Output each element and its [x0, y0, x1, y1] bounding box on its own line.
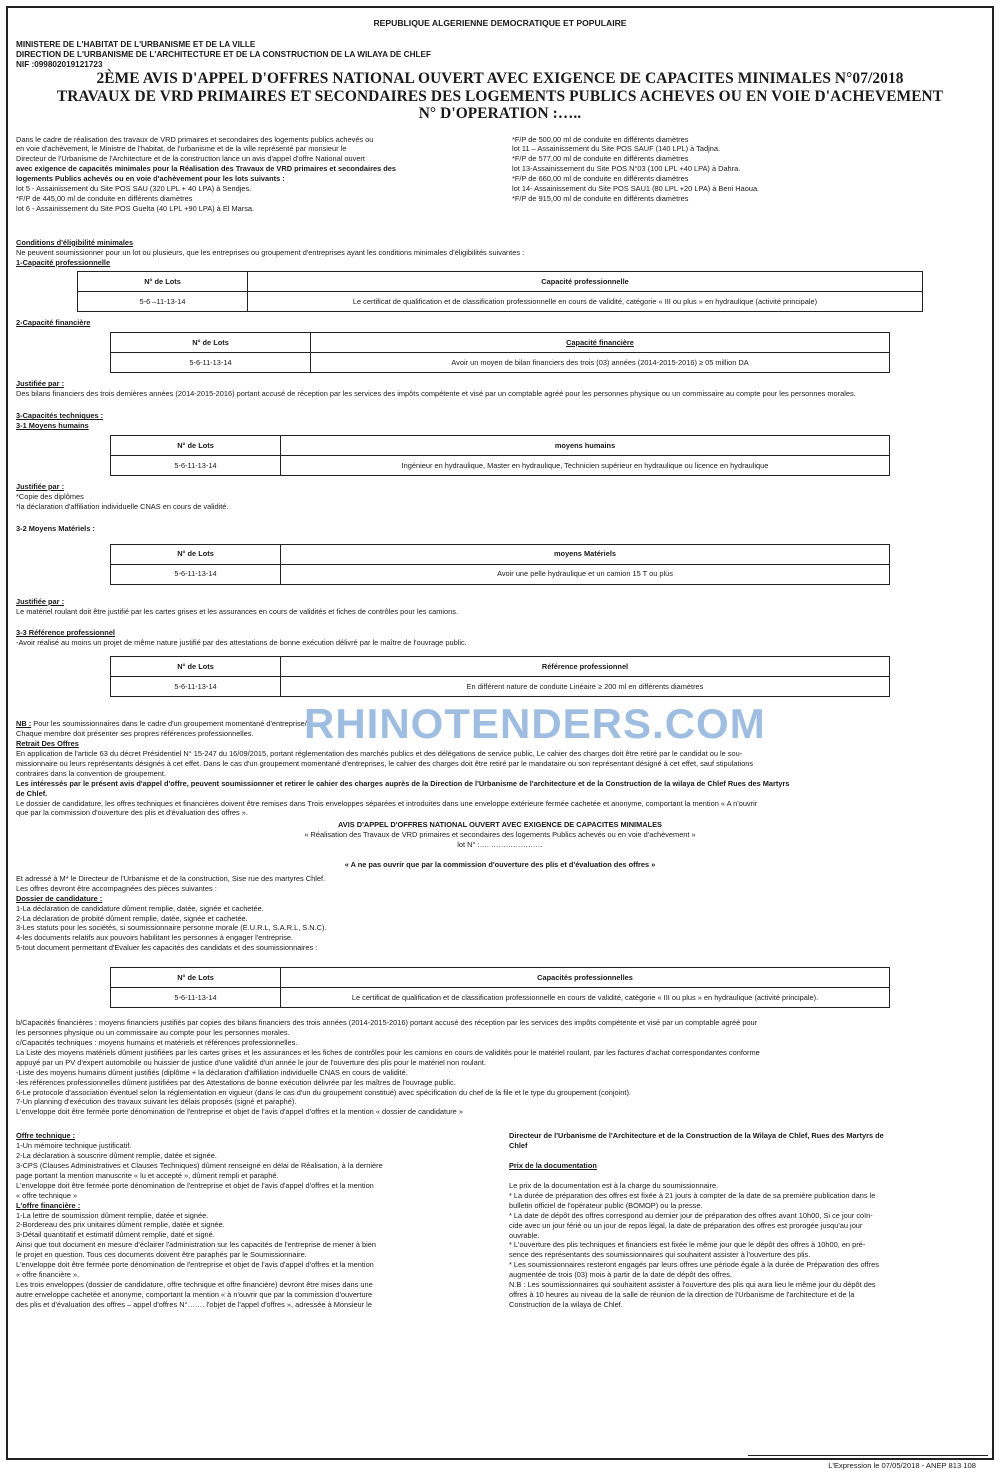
candidature-detail-line: 6-Le protocole d'association éventuel selon la réglementation en vigueur (dans le cas d'un du groupement constitué) avec spécification du chef de la file et le type du groupement (conjoint). [16, 1087, 631, 1097]
table-header-cell: moyens humains [281, 436, 890, 456]
financial-offer-line: Les trois enveloppes (dossier de candidature, offre technique et offre financière) devront être mises dans une [16, 1279, 373, 1289]
table-header-cell: Capacité financière [311, 333, 890, 353]
technical-offer-heading: Offre technique : [16, 1131, 76, 1141]
documentation-line: * La durée de préparation des offres est fixée à 21 jours à compter de la date de sa première publication dans le [509, 1190, 876, 1200]
table-header-cell: N° de Lots [78, 272, 248, 292]
candidature-item: 5-tout document permettant d'Evaluer les capacités des candidats et des soumissionnaires : [16, 943, 318, 953]
documentation-line: Le prix de la documentation est à la charge du soumissionnaire. [509, 1180, 719, 1190]
technical-offer-line: 2-La déclaration à souscrire dûment remplie, datée et signée. [16, 1151, 217, 1161]
publication-footer: L'Expression le 07/05/2018 - ANEP 813 108 [828, 1461, 976, 1470]
justification-heading: Justifiée par : [16, 596, 65, 606]
financial-offer-line: des plis et d'évaluation des offres – appel d'offres N°……. l'objet de l'appel d'offres », adressée à Monsieur le [16, 1299, 372, 1309]
professional-reference-text: -Avoir réalisé au moins un projet de même nature justifié par des attestations de bonne exécution délivré par le maître de l'ouvrage public. [16, 638, 467, 648]
table-cell: Le certificat de qualification et de classification professionnelle en cours de validité, catégorie « III ou plus » en hydraulique (activité principale) [248, 292, 923, 312]
title-line-3: N° D'OPERATION :….. [418, 105, 582, 122]
table-header-cell: N° de Lots [111, 333, 311, 353]
financial-offer-line: 3-Détail quantitatif et estimatif dûment remplie, daté et signé. [16, 1230, 215, 1240]
table-row [111, 988, 890, 1008]
human-means-table [110, 435, 890, 476]
table-header-row [78, 272, 923, 292]
documentation-line: sence des représentants des soumissionnaires qui souhaitent assister à l'ouverture des plis. [509, 1250, 811, 1260]
nb-label: NB : [16, 719, 32, 729]
documentation-line: * Les soumissionnaires resteront engagés par leurs offres une période égale à la durée de Préparation des offres [509, 1260, 879, 1270]
envelope-title: AVIS D'APPEL D'OFFRES NATIONAL OUVERT AVEC EXIGENCE DE CAPACITES MINIMALES [338, 820, 662, 830]
lot-line: *F/P de 915,00 ml de conduite en différents diamètres [512, 193, 689, 203]
table-header-row [111, 544, 890, 564]
republic-heading: REPUBLIQUE ALGERIENNE DEMOCRATIQUE ET POPULAIRE [373, 18, 627, 28]
nb-line: Chaque membre doit présenter ses propres références professionnelles. [16, 729, 254, 739]
table-row [78, 292, 923, 312]
table-cell: En différent nature de conduite Linéaire ≥ 200 ml en différents diamètres [281, 677, 890, 697]
candidature-item: 2-La déclaration de probité dûment remplie, datée, signée et cachetée. [16, 913, 248, 923]
lot-line: *F/P de 445,00 ml de conduite en différents diamètres [16, 193, 193, 203]
documentation-line: * L'ouverture des plis techniques et financiers est fixée le même jour que le dépôt des offres à 10h00, en pré- [509, 1240, 866, 1250]
table-header-row [111, 968, 890, 988]
table-row [111, 564, 890, 584]
technical-offer-line: « offre technique » [16, 1190, 78, 1200]
financial-offer-line: le projet en question. Tous ces documents doivent être paraphés par le Soumissionnaire. [16, 1250, 307, 1260]
lot-line: *F/P de 500,00 ml de conduite en différents diamètres [512, 134, 689, 144]
justification-heading: Justifiée par : [16, 379, 65, 389]
table-cell: 5-6-11-13-14 [111, 353, 311, 373]
table-cell: 5-6-11-13-14 [111, 564, 281, 584]
candidature-capacity-table [110, 967, 890, 1008]
envelope-mention: « A ne pas ouvrir que par la commission d'ouverture des plis et d'évaluation des offres » [344, 860, 656, 870]
lot-line: *F/P de 660,00 ml de conduite en différents diamètres [512, 174, 689, 184]
offers-columns [16, 1131, 984, 1310]
notice-title [16, 70, 984, 123]
intro-right [512, 135, 984, 214]
candidature-detail-line: 7-Un planning d'exécution des travaux suivant les délais proposés (signé et paraphé). [16, 1097, 297, 1107]
table-header-row [111, 657, 890, 677]
documentation-line: augmentée de trois (03) mois à partir de la date de dépôt des offres. [509, 1270, 732, 1280]
financial-offer-line: autre enveloppe cachetée et anonyme, comportant la mention « à n'ouvrir que par la commission d'ouverture [16, 1289, 373, 1299]
technical-capacity-heading: 3-Capacités techniques : [16, 411, 104, 421]
candidature-line: Les offres devront être accompagnées des pièces suivantes : [16, 883, 217, 893]
documentation-price-heading: Prix de la documentation [509, 1161, 597, 1171]
financial-offer-line: L'enveloppe doit être fermée porte dénomination de l'entreprise et objet de l'avis d'appel d'offres et la mention [16, 1260, 374, 1270]
justification-line: *la déclaration d'affiliation individuelle CNAS en cours de validité. [16, 501, 229, 511]
table-header-cell: N° de Lots [111, 657, 281, 677]
offers-right [509, 1131, 984, 1310]
professional-capacity-heading: 1-Capacité professionnelle [16, 257, 111, 267]
justification-heading: Justifiée par : [16, 482, 65, 491]
table-row [111, 456, 890, 476]
table-cell: Avoir un moyen de bilan financiers des trois (03) années (2014-2015-2016) ≥ 05 million DA [311, 353, 890, 373]
intro-line: avec exigence de capacités minimales pour la Réalisation des Travaux de VRD primaires et secondaires des [16, 164, 396, 174]
documentation-line: offres à 10 heures au niveau de la salle de réunion de la direction de l'Urbanisme de l'architecture et de la [509, 1289, 855, 1299]
conditions-intro: Ne peuvent soumissionner pour un lot ou plusieurs, que les entreprises ou groupement d'entreprises ayant les conditions minimales d'éligibilités suivantes : [16, 247, 525, 257]
table-row [111, 677, 890, 697]
table-header-cell: N° de Lots [111, 436, 281, 456]
candidature-item: 1-La déclaration de candidature dûment remplie, datée, signée et cachetée. [16, 903, 264, 913]
envelope-header [16, 820, 984, 850]
justification-text: Des bilans financiers des trois dernières années (2014-2015-2016) portant accusé de réception par les services des impôts compétente et visé par un comptable agréé pour les personnes physique ou un commissaire au compte pour les personnes morales. [16, 389, 856, 399]
documentation-line: Construction de la wilaya de Chlef. [509, 1299, 623, 1309]
withdrawal-line: Les intéressés par le présent avis d'appel d'offre, peuvent soumissionner et retirer le cahier des charges auprès de la Direction de l'Urbanisme de l'architecture et de la Construction de la wilaya de Chlef Rues des Martyrs [16, 778, 790, 788]
professional-reference-heading: 3-3 Référence professionnel [16, 628, 115, 638]
technical-offer-line: L'enveloppe doit être fermée porte dénomination de l'entreprise et objet de l'avis d'appel d'offres et la mention [16, 1180, 374, 1190]
direction-line: DIRECTION DE L'URBANISME DE L'ARCHITECTURE ET DE LA CONSTRUCTION DE LA WILAYA DE CHLEF [16, 50, 431, 59]
lot-line: lot 13-Assainissement du Site POS N°03 (100 LPL +40 LPA) à Dahra. [512, 164, 741, 174]
candidature-detail-line: L'enveloppe doit être fermée porte dénomination de l'entreprise et objet de l'avis d'appel d'offres et la mention « dossier de candidature » [16, 1107, 463, 1117]
financial-offer-line: 1-La lettre de soumission dûment remplie, datée et signée. [16, 1210, 209, 1220]
intro-line: en voie d'achèvement, le Ministre de l'habitat, de l'urbanisme et de la ville représenté par monsieur le [16, 144, 347, 154]
table-header-row [111, 333, 890, 353]
candidature-detail-line: appuyé par un PV d'expert automobile ou huissier de justice d'une validité d'un année le jour de l'ouverture des plis pour le matériel non roulant. [16, 1057, 486, 1067]
candidature-details [16, 1018, 984, 1117]
withdrawal-line: missionnaire ou leurs représentants désignés à cet effet. Dans le cas d'un groupement momentané d'entreprises, le cahier des charges doit être retiré par le mandataire ou son représentant désigné à cet effet, sauf stipulations [16, 758, 754, 768]
documentation-line: ouvrable. [509, 1230, 540, 1240]
table-cell: 5-6-11-13-14 [111, 456, 281, 476]
financial-offer-heading: L'offre financière : [16, 1200, 81, 1210]
withdrawal-line: de Chlef. [16, 788, 48, 798]
candidature-detail-line: c/Capacités techniques : moyens humains et matériels et références professionnelles. [16, 1038, 298, 1047]
professional-capacity-table [77, 271, 923, 312]
withdrawal-line: En application de l'article 63 du décret Présidentiel N° 15-247 du 16/09/2015, portant réglementation des marchés publics et des délégations de service public, Le cahier des charges doit être retiré par le candidat ou le sou- [16, 748, 743, 758]
candidature-item: 4-les documents relatifs aux pouvoirs habilitant les personnes à engager l'entreprise. [16, 933, 294, 943]
table-header-cell: N° de Lots [111, 544, 281, 564]
table-header-cell: Référence professionnel [281, 657, 890, 677]
technical-offer-line: 1-Un mémoire technique justificatif. [16, 1141, 132, 1151]
financial-capacity-heading: 2-Capacité financière [16, 318, 91, 328]
table-cell: 5-6 –11-13-14 [78, 292, 248, 312]
table-cell: Ingénieur en hydraulique, Master en hydraulique, Technicien supérieur en hydraulique ou licence en hydraulique [281, 456, 890, 476]
human-means-heading: 3-1 Moyens humains [16, 421, 89, 431]
intro-line: Dans le cadre de réalisation des travaux de VRD primaires et secondaires des logements publics achevés ou [16, 134, 374, 144]
watermark: RHINOTENDERS.COM [304, 700, 766, 747]
intro-line: logements Publics achevés ou en voie d'achèvement pour les lots suivants : [16, 174, 285, 184]
candidature-detail-line: -les références professionnelles dûment justifiées par des Attestations de bonne exécution délivrée par les maîtres de l'ouvrage public. [16, 1077, 456, 1087]
documentation-line: bulletin officiel de l'opérateur public (BOMOP) ou la presse. [509, 1200, 703, 1210]
withdrawal-line: que par la commission d'ouverture des plis et d'évaluation des offres ». [16, 808, 248, 818]
financial-offer-line: « offre financière ». [16, 1269, 80, 1279]
lot-line: lot 5 - Assainissement du Site POS SAU (320 LPL + 40 LPA) à Sendjes. [16, 184, 252, 194]
table-header-cell: N° de Lots [111, 968, 281, 988]
lot-line: lot 14- Assainissement du Site POS SAU1 (80 LPL +20 LPA) à Beni Haoua. [512, 184, 760, 194]
table-cell: Le certificat de qualification et de classification professionnelle en cours de validité, catégorie « III ou plus » en hydraulique (activité principale). [281, 988, 890, 1008]
ministry-block [16, 40, 984, 70]
financial-offer-line: 2-Bordereau des prix unitaires dûment remplie, datée et signée. [16, 1220, 225, 1230]
technical-offer-line: 3-CPS (Clauses Administratives et Clauses Techniques) dûment renseigné en délai de Réalisation, à la dernière [16, 1160, 383, 1170]
table-header-cell: moyens Matériels [281, 544, 890, 564]
material-means-table [110, 544, 890, 585]
conditions-heading: Conditions d'éligibilité minimales [16, 237, 134, 247]
candidature-item: 3-Les statuts pour les sociétés, si soumissionnaire personne morale (E.U.R.L, S.A.R.L, S.N.C). [16, 923, 327, 933]
table-cell: 5-6-11-13-14 [111, 677, 281, 697]
candidature-detail-line: La Liste des moyens matériels dûment justifiées par les cartes grises et les assurances et les fiches de contrôles pour les camions en cours de validités pour le matériel roulant, par les factures d'achat correspondantes conforme [16, 1047, 760, 1057]
title-line-2: TRAVAUX DE VRD PRIMAIRES ET SECONDAIRES DES LOGEMENTS PUBLICS ACHEVES OU EN VOIE D'ACHEVEMENT [56, 87, 944, 105]
table-cell: Avoir une pelle hydraulique et un camion 15 T ou plus [281, 564, 890, 584]
documentation-line: cide avec un jour férié ou un jour de repos légal, la date de préparation des offres est prorogée jusqu'au jour [509, 1220, 863, 1230]
intro-left [16, 135, 488, 214]
withdrawal-line: contraires dans la convention de groupement. [16, 768, 166, 778]
professional-reference-table [110, 656, 890, 697]
financial-capacity-table [110, 332, 890, 373]
candidature-detail-line: -Liste des moyens humains dûment justifiés (diplôme + la déclaration d'affiliation individuelle CNAS en cours de validité. [16, 1067, 408, 1077]
candidature-detail-line: b/Capacités financières : moyens financiers justifiés par copies des bilans financiers des trois années (2014-2015-2016) portant accusé des réception par les services des impôts compétente et visé par un comptable agréé pour [16, 1018, 758, 1028]
offers-left [16, 1131, 491, 1310]
address-line: Directeur de l'Urbanisme de l'Architecture et de la Construction de la Wilaya de Chlef, Rues des Martyrs de [509, 1131, 884, 1141]
withdrawal-line: Le dossier de candidature, les offres techniques et financières doivent être remises dans Trois enveloppes séparées et introduites dans une enveloppe extérieure fermée cachetée et anonyme, comportant la mention « A n'ouvrir [16, 798, 758, 808]
table-cell: 5-6-11-13-14 [111, 988, 281, 1008]
conditions-section [16, 238, 984, 698]
material-means-heading: 3-2 Moyens Matériels : [16, 523, 95, 533]
table-header-cell: Capacités professionnelles [281, 968, 890, 988]
justification-text: Le matériel roulant doit être justifié par les cartes grises et les assurances en cours de validités et fiches de contrôles pour les camions. [16, 606, 459, 616]
table-header-cell: Capacité professionnelle [248, 272, 923, 292]
candidature-section [16, 874, 984, 1117]
candidature-line: Et adressé à M* le Directeur de l'Urbanisme et de la construction, Sise rue des martyres Chlef. [16, 873, 326, 883]
intro-columns [16, 135, 984, 214]
justification-line: *Copie des diplômes [16, 491, 84, 501]
lot-line: lot 11 – Assainissement du Site POS SAUF (140 LPL) à Tadjna. [512, 144, 721, 154]
address-line: Chlef [509, 1141, 528, 1151]
nb-text: Pour les soumissionnaires dans le cadre d'un groupement momentané d'entreprise/ [33, 719, 307, 729]
financial-offer-line: Ainsi que tout document en mesure d'éclairer l'administration sur les capacités de l'entreprise de mener à bien [16, 1240, 376, 1250]
nif-line: NIF :099802019121723 [16, 60, 103, 69]
candidature-detail-line: les personnes physique ou un commissaire au compte pour les personnes morales. [16, 1028, 290, 1038]
lot-line: *F/P de 577,00 ml de conduite en différents diamètres [512, 154, 689, 164]
withdrawal-heading: Retrait Des Offres [16, 739, 79, 749]
ministry-line: MINISTERE DE L'HABITAT DE L'URBANISME ET DE LA VILLE [16, 40, 256, 49]
intro-line: Directeur de l'Urbanisme de l'Architecture et de la construction lance un avis d'appel d'offre National ouvert [16, 154, 365, 164]
footer-divider [748, 1455, 988, 1456]
lot-line: lot 6 - Assainissement du Site POS Guelta (40 LPL +90 LPA) à El Marsa. [16, 203, 255, 213]
technical-offer-line: page portant la mention manuscrite « lu et accepté », dûment rempli et paraphé. [16, 1170, 279, 1180]
candidature-heading: Dossier de candidature : [16, 893, 103, 903]
documentation-line: N.B : Les soumissionnaires qui souhaitent assister à l'ouverture des plis qui aura lieu le même jour du dépôt des [509, 1280, 876, 1290]
envelope-subtitle: « Réalisation des Travaux de VRD primaires et secondaires des logements Publics achevés ou en voie d'achèvement » [304, 830, 696, 840]
envelope-lot: lot N° :…. ………………… [457, 840, 543, 850]
documentation-line: * La date de dépôt des offres correspond au dernier jour de préparation des offres avant 10h00, Si ce jour coïn- [509, 1210, 873, 1220]
title-line-1: 2ÈME AVIS D'APPEL D'OFFRES NATIONAL OUVERT AVEC EXIGENCE DE CAPACITES MINIMALES N°07/2018 [96, 70, 904, 87]
table-header-row [111, 436, 890, 456]
table-row [111, 353, 890, 373]
